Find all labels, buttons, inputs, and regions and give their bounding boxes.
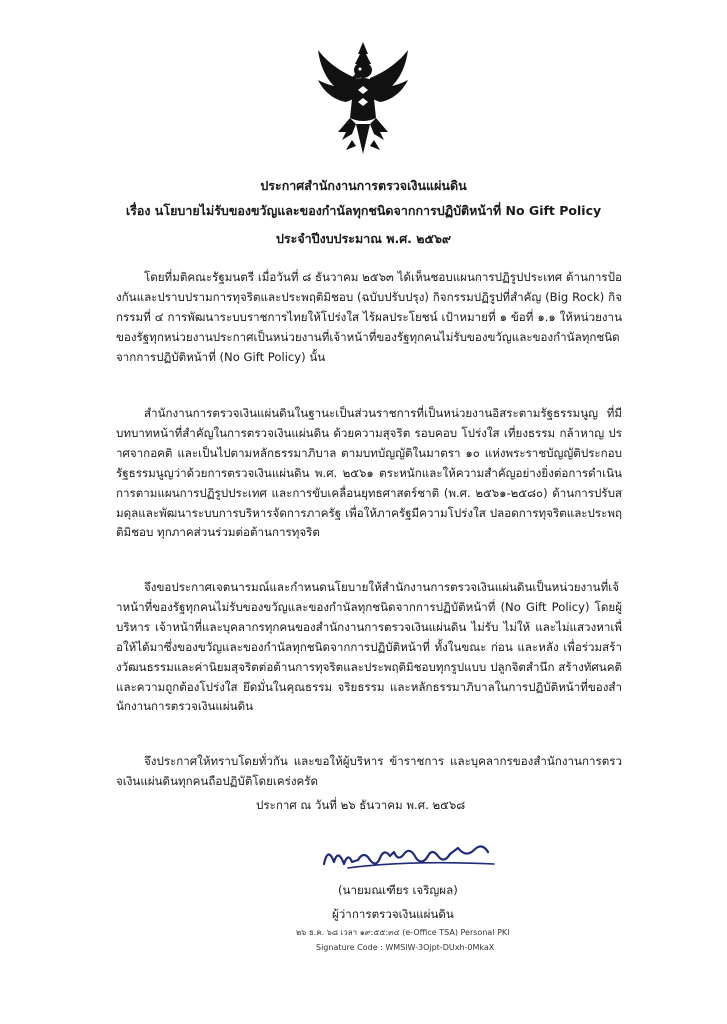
signer-name: (นายมณเฑียร เจริญผล): [338, 883, 458, 897]
paragraph-1: โดยที่มติคณะรัฐมนตรี เมื่อวันที่ ๘ ธันวาคม ๒๕๖๓ ได้เห็นชอบแผนการปฏิรูปประเทศ ด้านการป้องกันและปราบปรามการทุจริตและประพฤติมิชอบ (ฉบับปรับปรุง) กิจกรรมปฏิรูปที่สำคัญ (Big Rock) กิจกรรมที่ ๔ การพัฒนาระบบราชการไทยให้โปร่งใส ไร้ผลประโยชน์ เป้าหมายที่ ๑ ข้อที่ ๑.๑ ให้หน่วยงานของรัฐทุกหน่วยงานประกาศเป็นหน่วยงานที่เจ้าหน้าที่ของรัฐทุกคนไม่รับของขวัญและของกำนัลทุกชนิดจากการปฏิบัติหน้าที่ (No Gift Policy) นั้น: [116, 270, 622, 364]
announced-date: ประกาศ ณ วันที่ ๒๖ ธันวาคม พ.ศ. ๒๕๖๘: [256, 798, 466, 812]
announcement-title: ประกาศสำนักงานการตรวจเงินแผ่นดิน: [260, 178, 467, 193]
paragraph-3: จึงขอประกาศเจตนารมณ์และกำหนดนโยบายให้สำนักงานการตรวจเงินแผ่นดินเป็นหน่วยงานที่เจ้าหน้าที่ของรัฐทุกคนไม่รับของขวัญและของกำนัลทุกชนิดจากการปฏิบัติหน้าที่ (No Gift Policy) โดยผู้บริหาร เจ้าหน้าที่และบุคลากรทุกคนของสำนักงานการตรวจเงินแผ่นดิน ไม่รับ ไม่ให้ และไม่แสวงหาเพื่อให้ได้มาซึ่งของขวัญและของกำนัลทุกชนิดจากการปฏิบัติหน้าที่ ทั้งในขณะ ก่อน และหลัง เพื่อร่วมสร้างวัฒนธรรมและค่านิยมสุจริตต่อต้านการทุจริตและประพฤติมิชอบทุกรูปแบบ ปลูกจิตสำนึก สร้างทัศนคติ และความถูกต้องโปร่งใส ยึดมั่นในคุณธรรม จริยธรรม และหลักธรรมาภิบาลในการปฏิบัติหน้าที่ของสำนักงานการตรวจเงินแผ่นดิน: [116, 580, 622, 714]
paragraph-4: จึงประกาศให้ทราบโดยทั่วกัน และขอให้ผู้บริหาร ข้าราชการ และบุคลากรของสำนักงานการตรวจเงินแผ่นดินทุกคนถือปฏิบัติโดยเคร่งครัด: [116, 754, 622, 788]
garuda-emblem: [316, 40, 410, 158]
fiscal-year: ประจำปีงบประมาณ พ.ศ. ๒๕๖๙: [275, 231, 452, 246]
electronic-timestamp: ๒๖ ธ.ค. ๖๘ เวลา ๑๙:๕๕:๓๔ (e-Office TSA) Personal PKI: [296, 928, 510, 937]
announcement-subject: เรื่อง นโยบายไม่รับของขวัญและของกำนัลทุกชนิดจากการปฏิบัติหน้าที่ No Gift Policy: [125, 203, 602, 218]
signer-position: ผู้ว่าการตรวจเงินแผ่นดิน: [332, 907, 454, 921]
handwritten-signature: [318, 838, 498, 872]
signature-code: Signature Code : WMSlW-3Ojpt-DUxh-0MkaX: [316, 943, 495, 952]
paragraph-2: สำนักงานการตรวจเงินแผ่นดินในฐานะเป็นส่วนราชการที่เป็นหน่วยงานอิสระตามรัฐธรรมนูญ ที่มีบทบาทหน้าที่สำคัญในการตรวจเงินแผ่นดิน ด้วยความสุจริต รอบคอบ โปร่งใส เที่ยงธรรม กล้าหาญ ปราศจากอคติ และเป็นไปตามหลักธรรมาภิบาล ตามบทบัญญัติในมาตรา ๑๐ แห่งพระราชบัญญัติประกอบรัฐธรรมนูญว่าด้วยการตรวจเงินแผ่นดิน พ.ศ. ๒๕๖๑ ตระหนักและให้ความสำคัญอย่างยิ่งต่อการดำเนินการตามแผนการปฏิรูปประเทศ และการขับเคลื่อนยุทธศาสตร์ชาติ (พ.ศ. ๒๕๖๑-๒๕๘๐) ด้านการปรับสมดุลและพัฒนาระบบการบริหารจัดการภาครัฐ เพื่อให้ภาครัฐมีความโปร่งใส ปลอดการทุจริตและประพฤติมิชอบ ทุกภาคส่วนร่วมต่อต้านการทุจริต: [116, 406, 622, 540]
